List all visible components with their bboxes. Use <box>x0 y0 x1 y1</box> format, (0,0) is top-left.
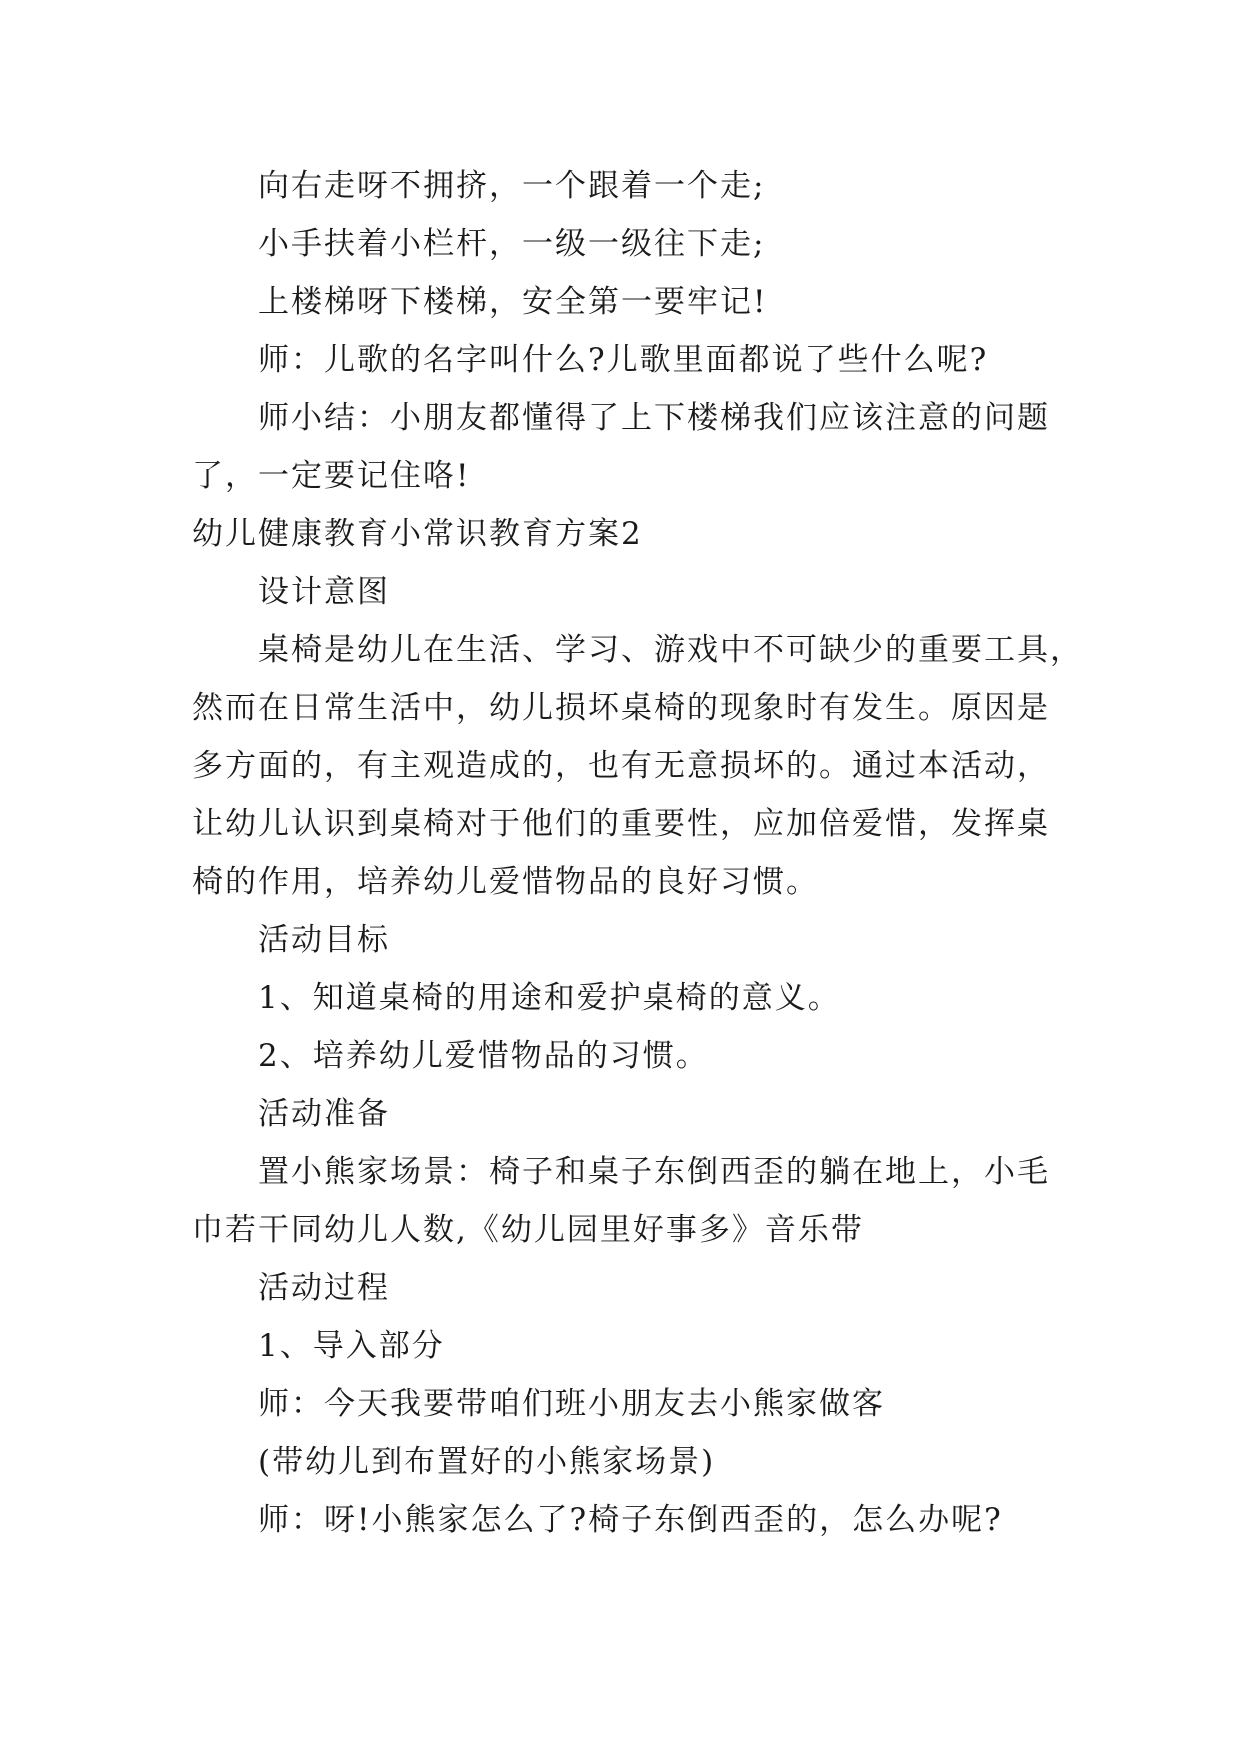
text-line: (带幼儿到布置好的小熊家场景) <box>258 1444 716 1480</box>
text-line: 了，一定要记住咯! <box>192 458 471 494</box>
list-item: 1、导入部分 <box>258 1328 445 1364</box>
text-line: 巾若干同幼儿人数,《幼儿园里好事多》音乐带 <box>192 1212 864 1248</box>
text-line: 向右走呀不拥挤，一个跟着一个走; <box>258 168 766 204</box>
text-line: 师：今天我要带咱们班小朋友去小熊家做客 <box>258 1386 885 1422</box>
section-heading: 活动过程 <box>258 1270 390 1306</box>
list-item: 1、知道桌椅的用途和爱护桌椅的意义。 <box>258 980 841 1016</box>
text-line: 小手扶着小栏杆，一级一级往下走; <box>258 226 766 262</box>
text-line: 师：儿歌的名字叫什么?儿歌里面都说了些什么呢? <box>258 342 989 378</box>
text-line: 上楼梯呀下楼梯，安全第一要牢记! <box>258 284 768 320</box>
section-title: 幼儿健康教育小常识教育方案2 <box>192 516 643 552</box>
text-line: 桌椅是幼儿在生活、学习、游戏中不可缺少的重要工具， <box>258 632 1083 668</box>
text-line: 多方面的，有主观造成的，也有无意损坏的。通过本活动， <box>192 748 1050 784</box>
text-line: 师：呀!小熊家怎么了?椅子东倒西歪的，怎么办呢? <box>258 1502 1003 1538</box>
section-heading: 设计意图 <box>258 574 390 610</box>
list-item: 2、培养幼儿爱惜物品的习惯。 <box>258 1038 709 1074</box>
text-line: 让幼儿认识到桌椅对于他们的重要性，应加倍爱惜，发挥桌 <box>192 806 1050 842</box>
text-line: 师小结：小朋友都懂得了上下楼梯我们应该注意的问题 <box>258 400 1050 436</box>
text-line: 椅的作用，培养幼儿爱惜物品的良好习惯。 <box>192 864 819 900</box>
text-line: 然而在日常生活中，幼儿损坏桌椅的现象时有发生。原因是 <box>192 690 1050 726</box>
section-heading: 活动目标 <box>258 922 390 958</box>
text-line: 置小熊家场景：椅子和桌子东倒西歪的躺在地上，小毛 <box>258 1154 1050 1190</box>
section-heading: 活动准备 <box>258 1096 390 1132</box>
